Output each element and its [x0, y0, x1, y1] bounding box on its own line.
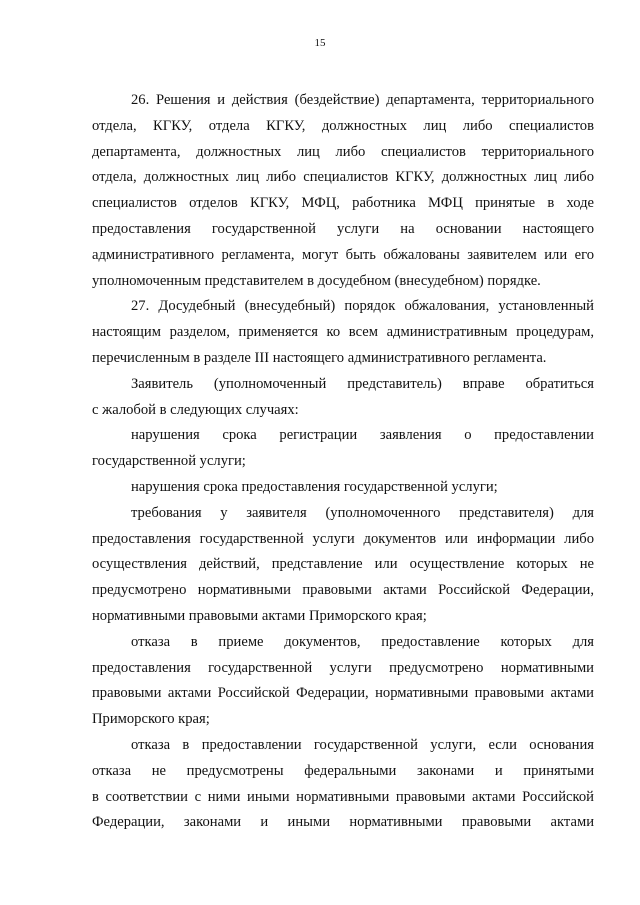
- text-line: нарушения срока регистрации заявления о предоставлении: [131, 427, 594, 444]
- text-line: Заявитель (уполномоченный представитель) вправе обратиться: [131, 375, 594, 392]
- text-line: административного регламента, могут быть обжалованы заявителем или его: [92, 246, 594, 263]
- text-line: 27. Досудебный (внесудебный) порядок обжалования, установленный: [131, 298, 594, 315]
- text-line: отказа не предусмотрены федеральными законами и принятыми: [92, 762, 594, 779]
- text-line: отказа в предоставлении государственной услуги, если основания: [131, 736, 594, 753]
- text-line: с жалобой в следующих случаях:: [92, 401, 299, 418]
- text-line: перечисленным в разделе III настоящего административного регламента.: [92, 349, 547, 366]
- text-line: предоставления государственной услуги на основании настоящего: [92, 220, 594, 237]
- page-number: 15: [314, 37, 326, 49]
- text-line: уполномоченным представителем в досудебном (внесудебном) порядке.: [92, 272, 541, 289]
- text-line: отдела, КГКУ, отдела КГКУ, должностных лиц либо специалистов: [92, 117, 594, 134]
- text-line: отдела, должностных лиц либо специалистов КГКУ, должностных лиц либо: [92, 169, 594, 186]
- text-line: специалистов отделов КГКУ, МФЦ, работника МФЦ принятые в ходе: [92, 195, 594, 212]
- text-line: нарушения срока предоставления государственной услуги;: [131, 478, 498, 495]
- text-line: настоящим разделом, применяется ко всем административным процедурам,: [92, 324, 594, 341]
- text-line: предусмотрено нормативными правовыми актами Российской Федерации,: [92, 582, 594, 599]
- text-line: Федерации, законами и иными нормативными правовыми актами: [92, 814, 594, 831]
- text-line: отказа в приеме документов, предоставление которых для: [131, 633, 594, 650]
- text-line: требования у заявителя (уполномоченного представителя) для: [131, 504, 594, 521]
- document-body: [92, 88, 594, 836]
- text-line: предоставления государственной услуги документов или информации либо: [92, 530, 594, 547]
- text-line: предоставления государственной услуги предусмотрено нормативными: [92, 659, 594, 676]
- text-line: осуществления действий, представление или осуществление которых не: [92, 556, 594, 573]
- text-line: в соответствии с ними иными нормативными правовыми актами Российской: [92, 788, 594, 805]
- text-line: Приморского края;: [92, 711, 210, 728]
- text-line: нормативными правовыми актами Приморского края;: [92, 607, 427, 624]
- text-line: департамента, должностных лиц либо специалистов территориального: [92, 143, 594, 160]
- text-line: государственной услуги;: [92, 453, 246, 470]
- text-line: правовыми актами Российской Федерации, нормативными правовыми актами: [92, 685, 594, 702]
- text-line: 26. Решения и действия (бездействие) департамента, территориального: [131, 92, 594, 108]
